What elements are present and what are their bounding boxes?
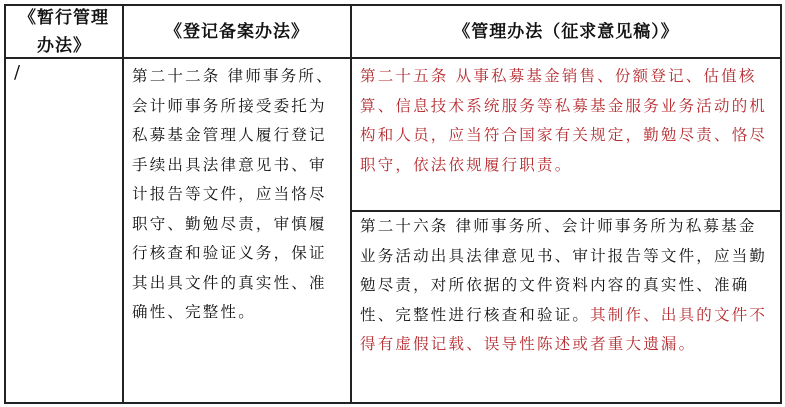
- table-right-border: [780, 4, 782, 404]
- col3-article-26-highlight: 其制作、出具的文件不得有虚假记载、误导性陈述或者重大遗漏。: [360, 305, 768, 353]
- col3-article-26-normal: 第二十六条 律师事务所、会计师事务所为私募基金业务活动出具法律意见书、审计报告等文件，应当勤勉尽责，对所依据的文件资料内容的真实性、准确性、完整性进行核查和验证。: [360, 217, 768, 324]
- table-bottom-border: [4, 402, 782, 404]
- col-divider-2: [350, 4, 352, 404]
- header-interim-measures: 《暂行管理办法》: [19, 7, 109, 56]
- col3-article-26: [360, 212, 774, 360]
- header-divider: [4, 57, 782, 59]
- header-management-measures-draft: 《管理办法（征求意见稿）》: [453, 21, 679, 42]
- col2-article-22: 第二十二条 律师事务所、会计师事务所接受委托为私募基金管理人履行登记手续出具法律意见书、审计报告等文件，应当恪尽职守、勤勉尽责，审慎履行核查和验证义务，保证其出具文件的真实性、准确性、完整性。: [132, 67, 334, 321]
- table-left-border: [4, 4, 6, 404]
- header-registration-measures: 《登记备案办法》: [165, 21, 309, 42]
- col-divider-1: [122, 4, 124, 404]
- col3-article-25: 第二十五条 从事私募基金销售、份额登记、估值核算、信息技术系统服务等私募基金服务业务活动的机构和人员，应当符合国家有关规定，勤勉尽责、恪尽职守，依法依规履行职责。: [360, 67, 768, 174]
- col1-value: /: [14, 62, 21, 83]
